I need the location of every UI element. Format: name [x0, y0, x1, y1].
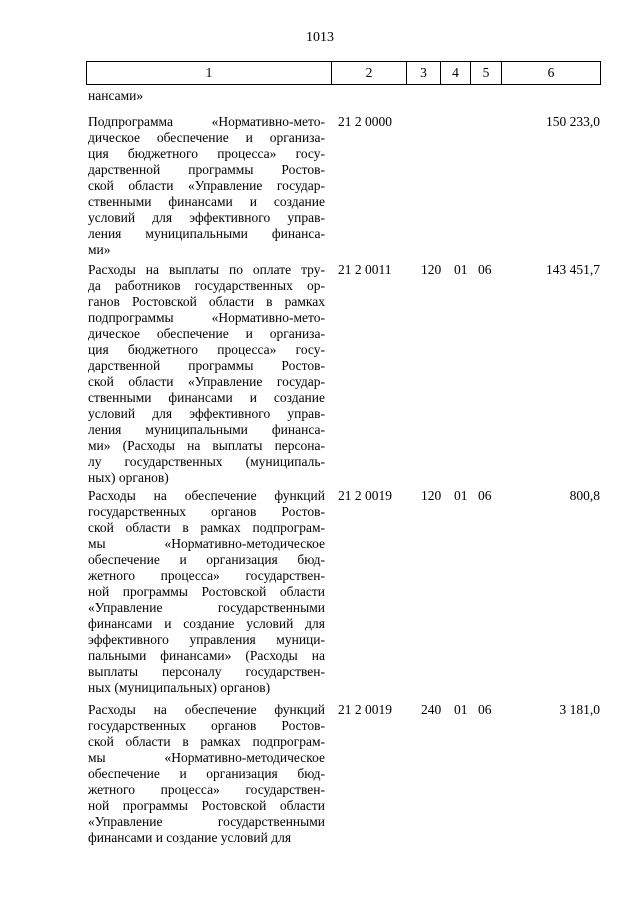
row-amount: 150 233,0: [546, 114, 600, 129]
row-description: [88, 262, 325, 486]
description-line: «Управление государственными: [88, 600, 325, 615]
row-target-code: 21 2 0011: [338, 262, 392, 277]
row-target-code: 21 2 0000: [338, 114, 392, 129]
row-expense-type: 240: [421, 702, 442, 717]
description-line: ственными финансами и создание: [88, 194, 325, 209]
description-line: ской области «Управление государ-: [88, 374, 325, 389]
description-line: выплаты персоналу государствен-: [88, 664, 325, 679]
description-line: ственными финансами и создание: [88, 390, 325, 405]
description-line: ской области в рамках подпрограм-: [88, 734, 325, 749]
description-line: ской области «Управление государ-: [88, 178, 325, 193]
description-line: государственных органов Ростов-: [88, 504, 325, 519]
row-amount: 800,8: [569, 488, 600, 503]
description-line: ной программы Ростовской области: [88, 584, 325, 599]
description-line: дическое обеспечение и организа-: [88, 130, 325, 145]
description-line: условий для эффективного управ-: [88, 406, 325, 421]
continuation-text: нансами»: [88, 88, 144, 103]
description-line: мы «Нормативно-методическое: [88, 750, 325, 765]
row-subsection: 06: [478, 702, 492, 717]
description-line: жетного процесса» государствен-: [88, 568, 325, 583]
column-header-1: 1: [87, 62, 332, 85]
row-subsection: 06: [478, 262, 492, 277]
description-line: подпрограммы «Нормативно-мето-: [88, 310, 325, 325]
column-header-2: 2: [332, 62, 407, 85]
description-line: пальными финансами» (Расходы на: [88, 648, 325, 663]
row-target-code: 21 2 0019: [338, 702, 392, 717]
description-line: да работников государственных ор-: [88, 278, 325, 293]
description-line: лу государственных (муниципаль-: [88, 454, 325, 469]
description-line: ми» (Расходы на выплаты персона-: [88, 438, 325, 453]
description-line: Расходы на выплаты по оплате тру-: [88, 262, 325, 277]
description-line: ных (муниципальных) органов): [88, 680, 271, 695]
row-description: [88, 488, 325, 696]
row-target-code: 21 2 0019: [338, 488, 392, 503]
column-header-row: [87, 62, 601, 85]
description-line: обеспечение и организация бюд-: [88, 552, 325, 567]
description-line: эффективного управления муници-: [88, 632, 325, 647]
description-line: «Управление государственными: [88, 814, 325, 829]
description-line: мы «Нормативно-методическое: [88, 536, 325, 551]
description-line: финансами и создание условий для: [88, 830, 292, 845]
description-line: ления муниципальными финанса-: [88, 226, 325, 241]
description-line: финансами и создание условий для: [88, 616, 325, 631]
row-section: 01: [454, 262, 468, 277]
description-line: ция бюджетного процесса» госу-: [88, 342, 325, 357]
description-line: государственных органов Ростов-: [88, 718, 325, 733]
row-expense-type: 120: [421, 488, 442, 503]
description-line: жетного процесса» государствен-: [88, 782, 325, 797]
description-line: ми»: [88, 242, 111, 257]
description-line: дарственной программы Ростов-: [88, 162, 325, 177]
row-amount: 3 181,0: [559, 702, 600, 717]
description-line: дическое обеспечение и организа-: [88, 326, 325, 341]
description-line: ской области в рамках подпрограм-: [88, 520, 325, 535]
description-line: Расходы на обеспечение функций: [88, 488, 325, 503]
row-description: [88, 114, 325, 258]
row-section: 01: [454, 488, 468, 503]
column-header-6: 6: [502, 62, 601, 85]
column-header-4: 4: [441, 62, 471, 85]
column-header-5: 5: [471, 62, 502, 85]
row-subsection: 06: [478, 488, 492, 503]
description-line: Расходы на обеспечение функций: [88, 702, 325, 717]
description-line: ления муниципальными финанса-: [88, 422, 325, 437]
description-line: ганов Ростовской области в рамках: [88, 294, 325, 309]
row-section: 01: [454, 702, 468, 717]
description-line: Подпрограмма «Нормативно-мето-: [88, 114, 325, 129]
description-line: дарственной программы Ростов-: [88, 358, 325, 373]
description-line: ция бюджетного процесса» госу-: [88, 146, 325, 161]
row-description: [88, 702, 325, 846]
row-expense-type: 120: [421, 262, 442, 277]
description-line: условий для эффективного управ-: [88, 210, 325, 225]
page-number: 1013: [306, 30, 334, 45]
description-line: ных) органов): [88, 470, 169, 485]
column-header-3: 3: [407, 62, 441, 85]
column-header-table: [86, 61, 601, 85]
description-line: ной программы Ростовской области: [88, 798, 325, 813]
description-line: обеспечение и организация бюд-: [88, 766, 325, 781]
row-amount: 143 451,7: [546, 262, 600, 277]
